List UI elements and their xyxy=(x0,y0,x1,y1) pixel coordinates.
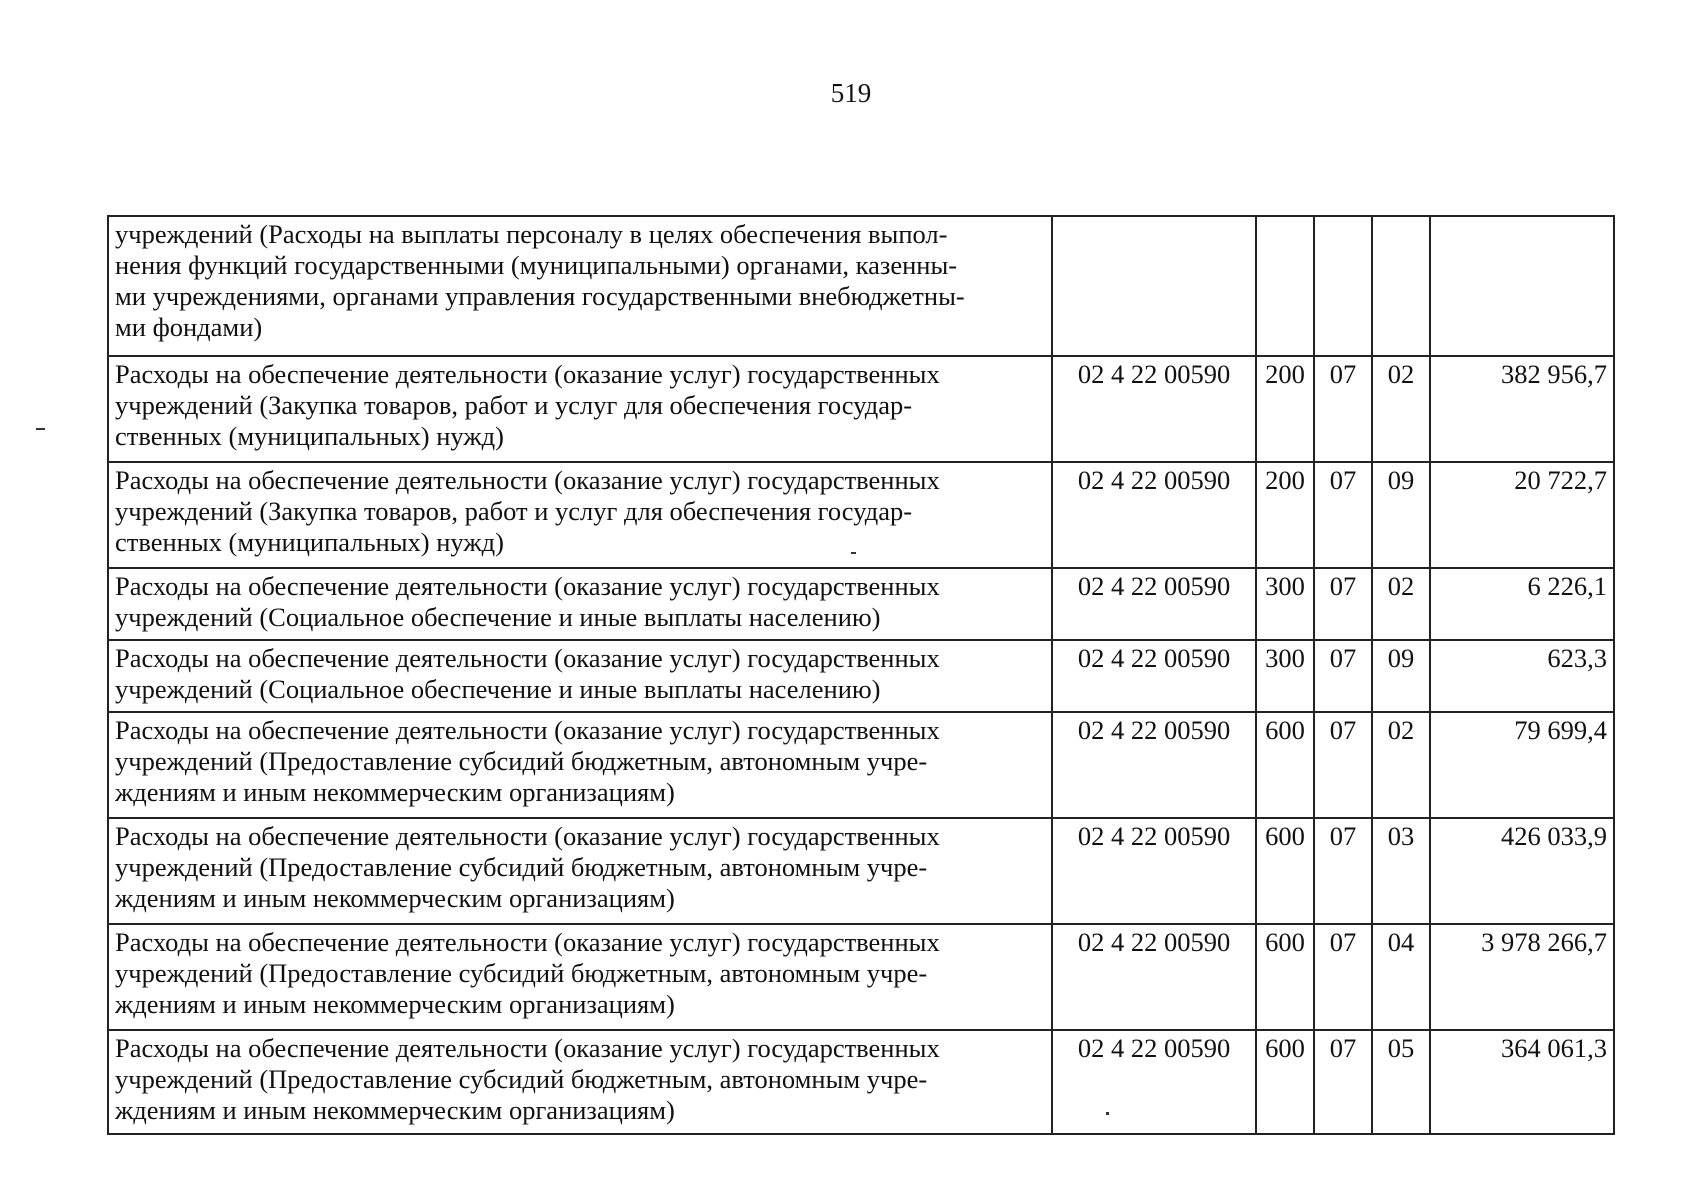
expense-type-code: 600 xyxy=(1256,818,1314,924)
description-line: ственных (муниципальных) нужд) xyxy=(115,527,504,557)
subsection-code: 02 xyxy=(1372,356,1430,462)
table-row xyxy=(108,640,1614,712)
description-line: учреждений (Предоставление субсидий бюджетным, автономным учре- xyxy=(115,852,928,882)
target-article-code: 02 4 22 00590 xyxy=(1052,818,1256,924)
description-line: ждениям и иным некоммерческим организациям) xyxy=(115,883,675,913)
table-row xyxy=(108,568,1614,640)
description-line: учреждений (Закупка товаров, работ и услуг для обеспечения государ- xyxy=(115,390,913,420)
table-row xyxy=(108,712,1614,818)
subsection-code: 02 xyxy=(1372,712,1430,818)
target-article-code: 02 4 22 00590 xyxy=(1052,712,1256,818)
amount-value: 20 722,7 xyxy=(1430,462,1614,568)
subsection-code: 09 xyxy=(1372,462,1430,568)
amount-value: 364 061,3 xyxy=(1430,1030,1614,1134)
section-code: 07 xyxy=(1314,462,1372,568)
target-article-code xyxy=(1052,216,1256,356)
description-line: ми фондами) xyxy=(115,312,263,342)
section-code: 07 xyxy=(1314,712,1372,818)
expense-type-code: 600 xyxy=(1256,712,1314,818)
target-article-code: 02 4 22 00590 xyxy=(1052,462,1256,568)
row-description xyxy=(108,924,1052,1030)
table-row xyxy=(108,924,1614,1030)
description-line: учреждений (Социальное обеспечение и иные выплаты населению) xyxy=(115,674,881,704)
subsection-code: 05 xyxy=(1372,1030,1430,1134)
subsection-code xyxy=(1372,216,1430,356)
description-line: Расходы на обеспечение деятельности (оказание услуг) государственных xyxy=(115,715,940,745)
description-line: Расходы на обеспечение деятельности (оказание услуг) государственных xyxy=(115,571,940,601)
description-line: Расходы на обеспечение деятельности (оказание услуг) государственных xyxy=(115,927,940,957)
target-article-code: 02 4 22 00590 xyxy=(1052,1030,1256,1134)
subsection-code: 04 xyxy=(1372,924,1430,1030)
amount-value: 382 956,7 xyxy=(1430,356,1614,462)
table-row xyxy=(108,1030,1614,1134)
description-line: ждениям и иным некоммерческим организациям) xyxy=(115,1095,675,1125)
target-article-code: 02 4 22 00590 xyxy=(1052,640,1256,712)
expense-type-code: 200 xyxy=(1256,356,1314,462)
section-code xyxy=(1314,216,1372,356)
amount-value: 623,3 xyxy=(1430,640,1614,712)
row-description xyxy=(108,1030,1052,1134)
amount-value: 426 033,9 xyxy=(1430,818,1614,924)
section-code: 07 xyxy=(1314,356,1372,462)
expense-type-code xyxy=(1256,216,1314,356)
target-article-code: 02 4 22 00590 xyxy=(1052,924,1256,1030)
section-code: 07 xyxy=(1314,640,1372,712)
row-description xyxy=(108,462,1052,568)
scan-speck xyxy=(851,552,856,554)
row-description xyxy=(108,818,1052,924)
description-line: учреждений (Закупка товаров, работ и услуг для обеспечения государ- xyxy=(115,496,913,526)
description-line: ждениям и иным некоммерческим организациям) xyxy=(115,989,675,1019)
section-code: 07 xyxy=(1314,818,1372,924)
expense-type-code: 200 xyxy=(1256,462,1314,568)
table-row xyxy=(108,462,1614,568)
description-line: Расходы на обеспечение деятельности (оказание услуг) государственных xyxy=(115,359,940,389)
table-body xyxy=(108,216,1614,1134)
scan-speck xyxy=(1106,1112,1109,1115)
section-code: 07 xyxy=(1314,1030,1372,1134)
description-line: учреждений (Предоставление субсидий бюджетным, автономным учре- xyxy=(115,958,928,988)
table-row xyxy=(108,818,1614,924)
expense-type-code: 300 xyxy=(1256,640,1314,712)
subsection-code: 03 xyxy=(1372,818,1430,924)
amount-value: 3 978 266,7 xyxy=(1430,924,1614,1030)
target-article-code: 02 4 22 00590 xyxy=(1052,568,1256,640)
description-line: учреждений (Социальное обеспечение и иные выплаты населению) xyxy=(115,602,881,632)
description-line: ственных (муниципальных) нужд) xyxy=(115,421,504,451)
section-code: 07 xyxy=(1314,924,1372,1030)
description-line: учреждений (Предоставление субсидий бюджетным, автономным учре- xyxy=(115,1064,928,1094)
expense-type-code: 600 xyxy=(1256,1030,1314,1134)
page-number: 519 xyxy=(830,78,872,108)
subsection-code: 02 xyxy=(1372,568,1430,640)
expense-type-code: 300 xyxy=(1256,568,1314,640)
amount-value: 6 226,1 xyxy=(1430,568,1614,640)
description-line: Расходы на обеспечение деятельности (оказание услуг) государственных xyxy=(115,643,940,673)
row-description xyxy=(108,568,1052,640)
description-line: учреждений (Расходы на выплаты персоналу в целях обеспечения выпол- xyxy=(115,219,948,249)
expense-type-code: 600 xyxy=(1256,924,1314,1030)
description-line: учреждений (Предоставление субсидий бюджетным, автономным учре- xyxy=(115,746,928,776)
description-line: Расходы на обеспечение деятельности (оказание услуг) государственных xyxy=(115,465,940,495)
description-line: нения функций государственными (муниципальными) органами, казенны- xyxy=(115,250,958,280)
description-line: Расходы на обеспечение деятельности (оказание услуг) государственных xyxy=(115,821,940,851)
row-description xyxy=(108,712,1052,818)
description-line: Расходы на обеспечение деятельности (оказание услуг) государственных xyxy=(115,1033,940,1063)
target-article-code: 02 4 22 00590 xyxy=(1052,356,1256,462)
row-description xyxy=(108,356,1052,462)
table-row xyxy=(108,216,1614,356)
amount-value: 79 699,4 xyxy=(1430,712,1614,818)
subsection-code: 09 xyxy=(1372,640,1430,712)
description-line: ми учреждениями, органами управления государственными внебюджетны- xyxy=(115,281,965,311)
section-code: 07 xyxy=(1314,568,1372,640)
row-description xyxy=(108,216,1052,356)
row-description xyxy=(108,640,1052,712)
table-row xyxy=(108,356,1614,462)
amount-value xyxy=(1430,216,1614,356)
description-line: ждениям и иным некоммерческим организациям) xyxy=(115,777,675,807)
budget-table xyxy=(107,215,1615,1135)
scan-speck xyxy=(36,428,45,430)
